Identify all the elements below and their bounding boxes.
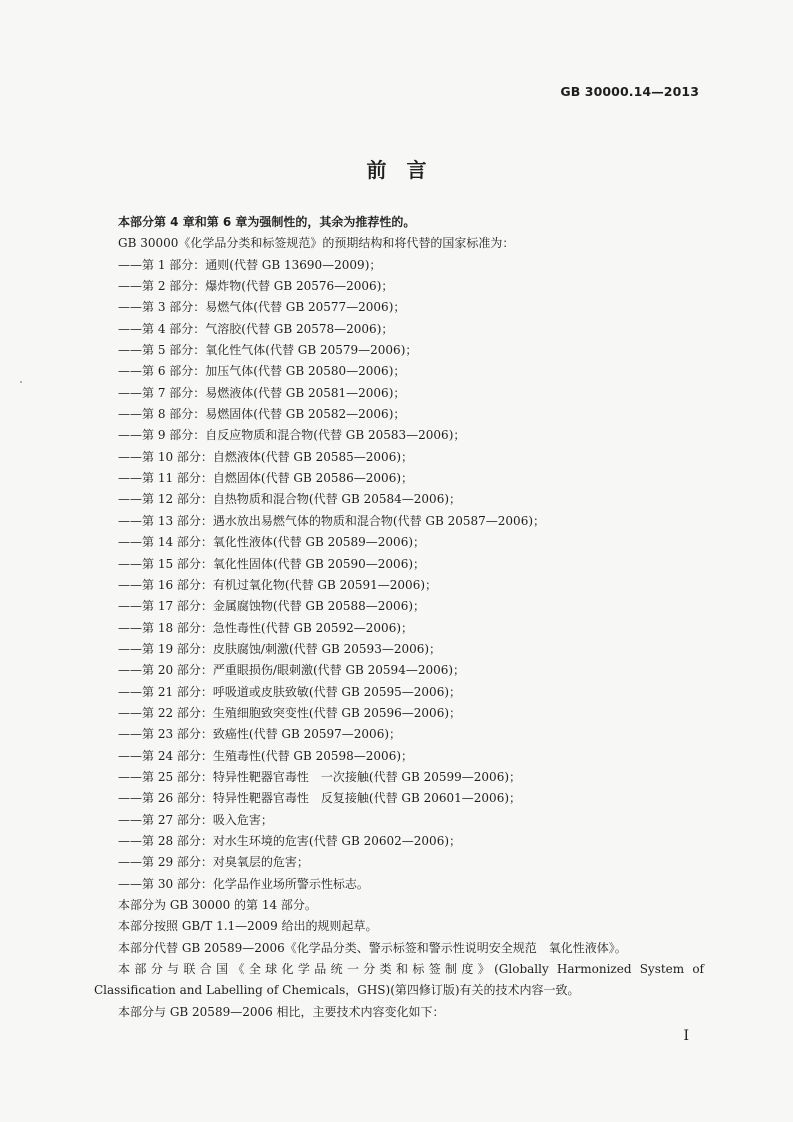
text-line: GB 30000《化学品分类和标签规范》的预期结构和将代替的国家标准为：: [118, 236, 515, 251]
text-line: ——第 22 部分：生殖细胞致突变性(代替 GB 20596—2006)；: [118, 705, 462, 720]
text-line: 本部分与 GB 20589—2006 相比，主要技术内容变化如下：: [118, 1004, 445, 1019]
text-line: ——第 19 部分：皮肤腐蚀/刺激(代替 GB 20593—2006)；: [118, 641, 442, 656]
text-line: ——第 28 部分：对水生环境的危害(代替 GB 20602—2006)；: [118, 833, 462, 848]
text-line: ——第 6 部分：加压气体(代替 GB 20580—2006)；: [118, 364, 406, 379]
text-line: ——第 15 部分：氧化性固体(代替 GB 20590—2006)；: [118, 556, 426, 571]
text-line: ——第 1 部分：通则(代替 GB 13690—2009)；: [118, 257, 382, 272]
text-line: ——第 12 部分：自热物质和混合物(代替 GB 20584—2006)；: [118, 492, 462, 507]
document-code: GB 30000.14—2013: [560, 84, 699, 99]
text-line: ——第 30 部分：化学品作业场所警示性标志。: [118, 876, 369, 891]
page-title: 前 言: [366, 158, 427, 182]
text-line: ——第 5 部分：氧化性气体(代替 GB 20579—2006)；: [118, 343, 418, 358]
scan-speck: [20, 381, 22, 383]
text-line: ——第 20 部分：严重眼损伤/眼刺激(代替 GB 20594—2006)；: [118, 663, 466, 678]
text-line: ——第 21 部分：呼吸道或皮肤致敏(代替 GB 20595—2006)；: [118, 684, 462, 699]
text-line: ——第 4 部分：气溶胶(代替 GB 20578—2006)；: [118, 321, 394, 336]
text-line: ——第 27 部分：吸入危害；: [118, 812, 273, 827]
text-line: 本部分第 4 章和第 6 章为强制性的，其余为推荐性的。: [118, 215, 416, 229]
page-number: I: [683, 1028, 689, 1044]
text-line: ——第 3 部分：易燃气体(代替 GB 20577—2006)；: [118, 300, 406, 315]
foreword-body: [94, 212, 704, 1023]
text-line: 本部分与联合国《全球化学品统一分类和标签制度》(Globally Harmonized System of: [118, 962, 704, 977]
text-line: ——第 10 部分：自燃液体(代替 GB 20585—2006)；: [118, 449, 414, 464]
text-line: ——第 7 部分：易燃液体(代替 GB 20581—2006)；: [118, 385, 406, 400]
text-line: ——第 11 部分：自燃固体(代替 GB 20586—2006)；: [118, 471, 414, 486]
text-line: ——第 18 部分：急性毒性(代替 GB 20592—2006)；: [118, 620, 414, 635]
text-line: ——第 9 部分：自反应物质和混合物(代替 GB 20583—2006)；: [118, 428, 466, 443]
text-line: ——第 29 部分：对臭氧层的危害；: [118, 855, 309, 870]
text-line: ——第 16 部分：有机过氧化物(代替 GB 20591—2006)；: [118, 577, 438, 592]
text-line: ——第 14 部分：氧化性液体(代替 GB 20589—2006)；: [118, 535, 426, 550]
text-line: ——第 23 部分：致癌性(代替 GB 20597—2006)；: [118, 727, 402, 742]
text-line: ——第 24 部分：生殖毒性(代替 GB 20598—2006)；: [118, 748, 414, 763]
text-line: ——第 13 部分：遇水放出易燃气体的物质和混合物(代替 GB 20587—2006)；: [118, 513, 546, 528]
text-line: 本部分为 GB 30000 的第 14 部分。: [118, 898, 317, 912]
text-line: ——第 25 部分：特异性靶器官毒性 一次接触(代替 GB 20599—2006)；: [118, 769, 522, 784]
text-line: ——第 8 部分：易燃固体(代替 GB 20582—2006)；: [118, 407, 406, 422]
text-line: 本部分按照 GB/T 1.1—2009 给出的规则起草。: [118, 919, 378, 934]
text-line: ——第 17 部分：金属腐蚀物(代替 GB 20588—2006)；: [118, 599, 426, 614]
text-line: ——第 2 部分：爆炸物(代替 GB 20576—2006)；: [118, 279, 394, 294]
text-line: ——第 26 部分：特异性靶器官毒性 反复接触(代替 GB 20601—2006)；: [118, 791, 522, 806]
text-line: Classification and Labelling of Chemicals，GHS)(第四修订版)有关的技术内容一致。: [94, 983, 580, 998]
text-line: 本部分代替 GB 20589—2006《化学品分类、警示标签和警示性说明安全规范 氧化性液体》。: [118, 940, 627, 955]
